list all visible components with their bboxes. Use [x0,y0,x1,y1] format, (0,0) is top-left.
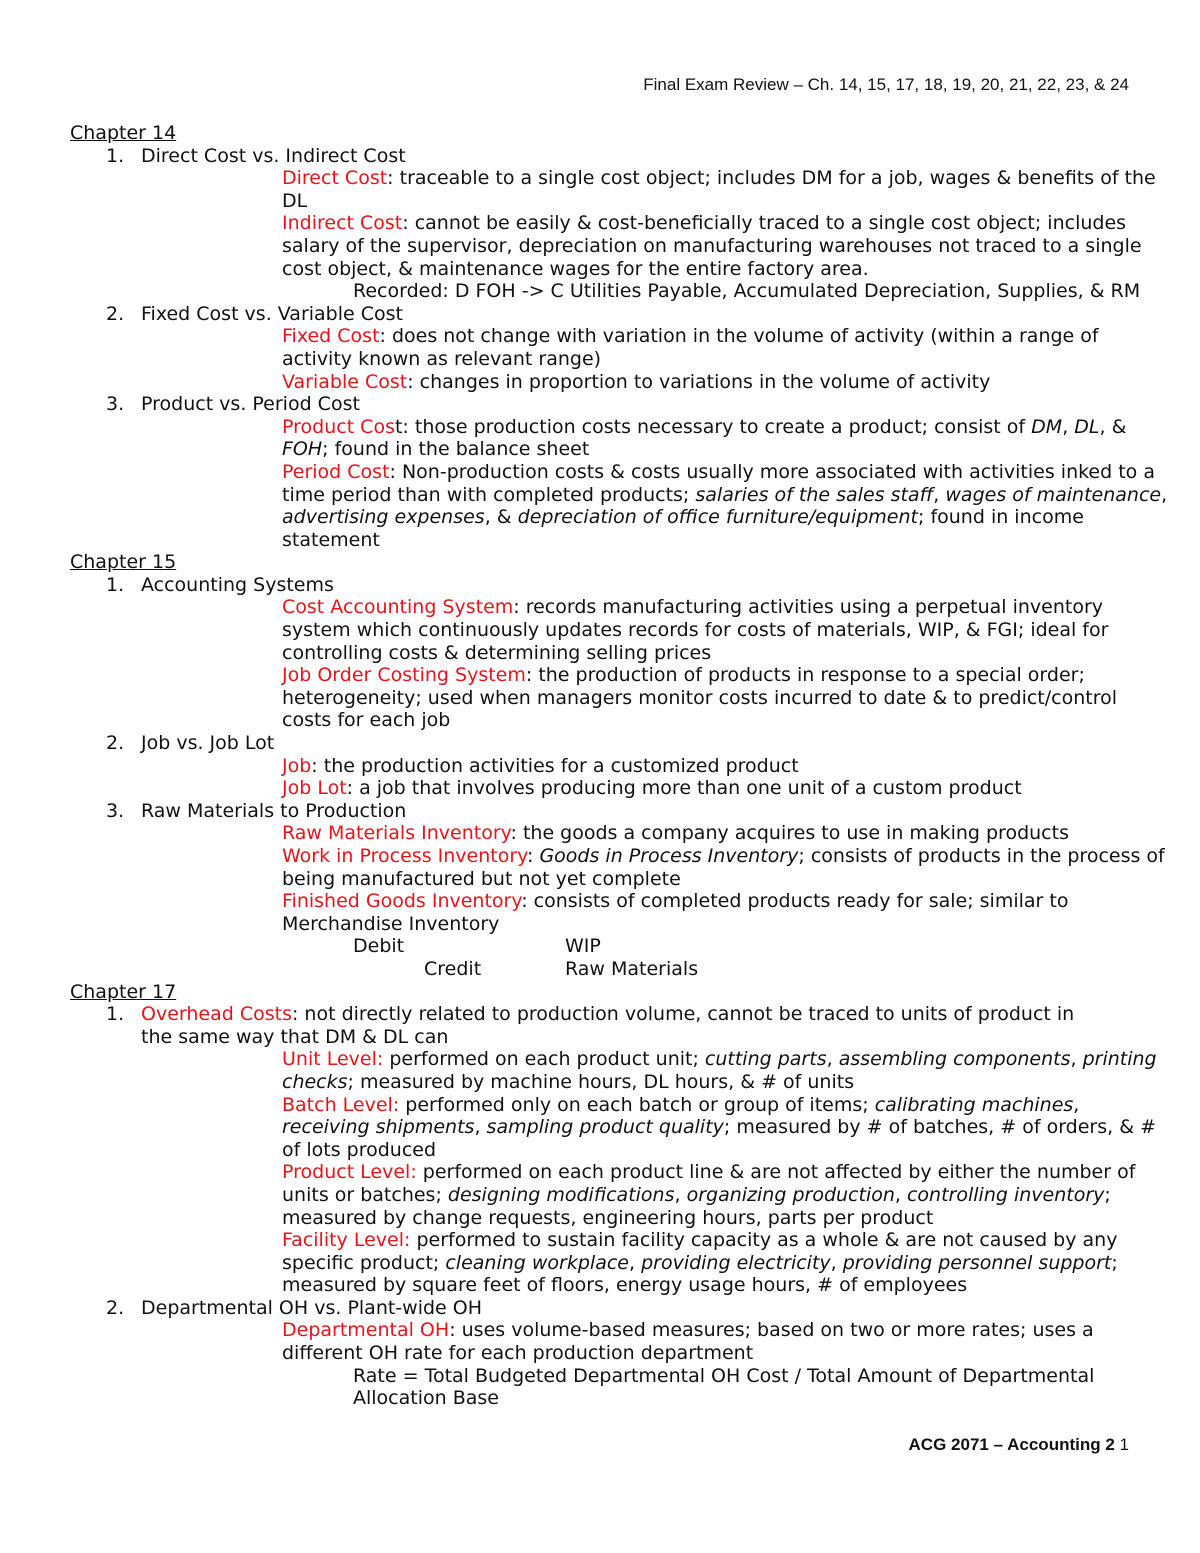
chapter-heading: Chapter 17 [70,980,177,1003]
page-footer [909,1435,1129,1455]
text-line: DL [282,189,308,212]
text-line: being manufactured but not yet complete [282,867,681,890]
text-line: the same way that DM & DL can [141,1025,449,1048]
page-number: 1 [1119,1435,1129,1454]
text-line: specific product; cleaning workplace, providing electricity, providing personnel support; [282,1251,1118,1274]
term: Batch Level: [282,1093,400,1116]
definition-line: Fixed Cost: does not change with variation in the volume of activity (within a range of [282,325,1099,348]
text-line: cost object, & maintenance wages for the entire factory area. [282,257,869,280]
journal-entry-debit: Debit WIP [353,935,601,958]
term: Period Cost [282,460,390,483]
chapter-heading: Chapter 14 [70,122,177,144]
term: Raw Materials Inventory [282,822,511,845]
definition-line: Direct Cost: traceable to a single cost object; includes DM for a job, wages & benefits of the [282,167,1156,190]
text-line: checks; measured by machine hours, DL hours, & # of units [282,1070,855,1093]
text-line: measured by change requests, engineering hours, parts per product [282,1206,934,1229]
text-line: Merchandise Inventory [282,912,500,935]
text-line: costs for each job [282,709,451,732]
definition-line: Unit Level: performed on each product unit; cutting parts, assembling components, printing [282,1048,1157,1071]
text-line: units or batches; designing modifications, organizing production, controlling inventory; [282,1183,1111,1206]
text-line: FOH; found in the balance sheet [282,438,590,461]
list-item: 3. Product vs. Period Cost [106,393,360,416]
term: Fixed Cost [282,325,380,348]
text-line: controlling costs & determining selling prices [282,641,712,664]
definition-line: Job: the production activities for a customized product [282,754,799,777]
text-line: heterogeneity; used when managers monitor costs incurred to date & to predict/control [282,686,1118,709]
term: Facility Level: [282,1229,411,1252]
term: Job Order Costing System [282,664,526,687]
definition-line: Raw Materials Inventory: the goods a company acquires to use in making products [282,822,1069,845]
text-line: of lots produced [282,1138,437,1161]
term: Product Level: [282,1161,417,1184]
term: Job [282,754,312,777]
text-line: measured by square feet of floors, energy usage hours, # of employees [282,1274,968,1297]
list-item: 2. Departmental OH vs. Plant-wide OH [106,1296,483,1319]
definition-line: Facility Level: performed to sustain facility capacity as a whole & are not caused by any [282,1229,1118,1252]
list-item: 1. Overhead Costs: not directly related to production volume, cannot be traced to units of product in [106,1003,1075,1026]
list-item: 2. Fixed Cost vs. Variable Cost [106,302,403,325]
definition-line: Indirect Cost: cannot be easily & cost-beneficially traced to a single cost object; includes [282,212,1127,235]
text-line: receiving shipments, sampling product quality; measured by # of batches, # of orders, & # [282,1116,1156,1139]
term: Departmental OH [282,1319,450,1342]
term: Finished Goods Inventory [282,890,522,913]
definition-line: Product Level: performed on each product line & are not affected by either the number of [282,1161,1136,1184]
list-item: 1. Accounting Systems [106,573,334,596]
text-line: salary of the supervisor, depreciation on manufacturing warehouses not traced to a single [282,234,1142,257]
text-line: activity known as relevant range) [282,347,602,370]
term: Work in Process Inventory [282,845,527,867]
definition-line: Batch Level: performed only on each batch or group of items; calibrating machines, [282,1093,1080,1116]
definition-line: Job Lot: a job that involves producing more than one unit of a custom product [282,777,1022,800]
journal-entry-credit: Credit Raw Materials [424,957,699,980]
definition-line: Work in Process Inventory: Goods in Process Inventory; consists of products in the process of [282,845,1165,867]
list-item: 2. Job vs. Job Lot [106,732,275,755]
term: Unit Level: [282,1048,384,1071]
definition-line: Period Cost: Non-production costs & costs usually more associated with activities inked to a [282,460,1155,483]
text-line: advertising expenses, & depreciation of office furniture/equipment; found in income [282,506,1084,529]
definition-line: Variable Cost: changes in proportion to variations in the volume of activity [282,370,991,393]
list-item: 1. Direct Cost vs. Indirect Cost [106,144,406,167]
text-line: Recorded: D FOH -> C Utilities Payable, Accumulated Depreciation, Supplies, & RM [353,280,1141,303]
document-body [70,122,1168,1410]
definition-line: Product Cost: those production costs necessary to create a product; consist of DM, DL, & [282,415,1127,438]
term: Job Lot [282,777,347,800]
course-title: ACG 2071 – Accounting 2 [908,1435,1115,1454]
text-line: statement [282,528,380,551]
list-item: 3. Raw Materials to Production [106,799,407,822]
term: Indirect Cost [282,212,403,235]
definition-line: Job Order Costing System: the production of products in response to a special order; [282,664,1085,687]
term: Product Cos [282,415,395,438]
definition-line: Cost Accounting System: records manufacturing activities using a perpetual inventory [282,596,1104,619]
formula-line: Rate = Total Budgeted Departmental OH Cost / Total Amount of Departmental [353,1364,1095,1387]
term: Variable Cost [282,370,408,393]
text-line: time period than with completed products; salaries of the sales staff, wages of maintenance, [282,483,1168,506]
definition-line: Departmental OH: uses volume-based measures; based on two or more rates; uses a [282,1319,1094,1342]
text-line: different OH rate for each production department [282,1342,754,1365]
text-line: system which continuously updates records for costs of materials, WIP, & FGI; ideal for [282,619,1109,642]
page-header: Final Exam Review – Ch. 14, 15, 17, 18, 19, 20, 21, 22, 23, & 24 [643,75,1129,94]
definition-line: Finished Goods Inventory: consists of completed products ready for sale; similar to [282,890,1069,913]
term: Cost Accounting System [282,596,514,619]
formula-line: Allocation Base [353,1387,499,1410]
chapter-heading: Chapter 15 [70,551,177,574]
term: Direct Cost [282,167,388,190]
term: Overhead Costs [141,1003,292,1026]
